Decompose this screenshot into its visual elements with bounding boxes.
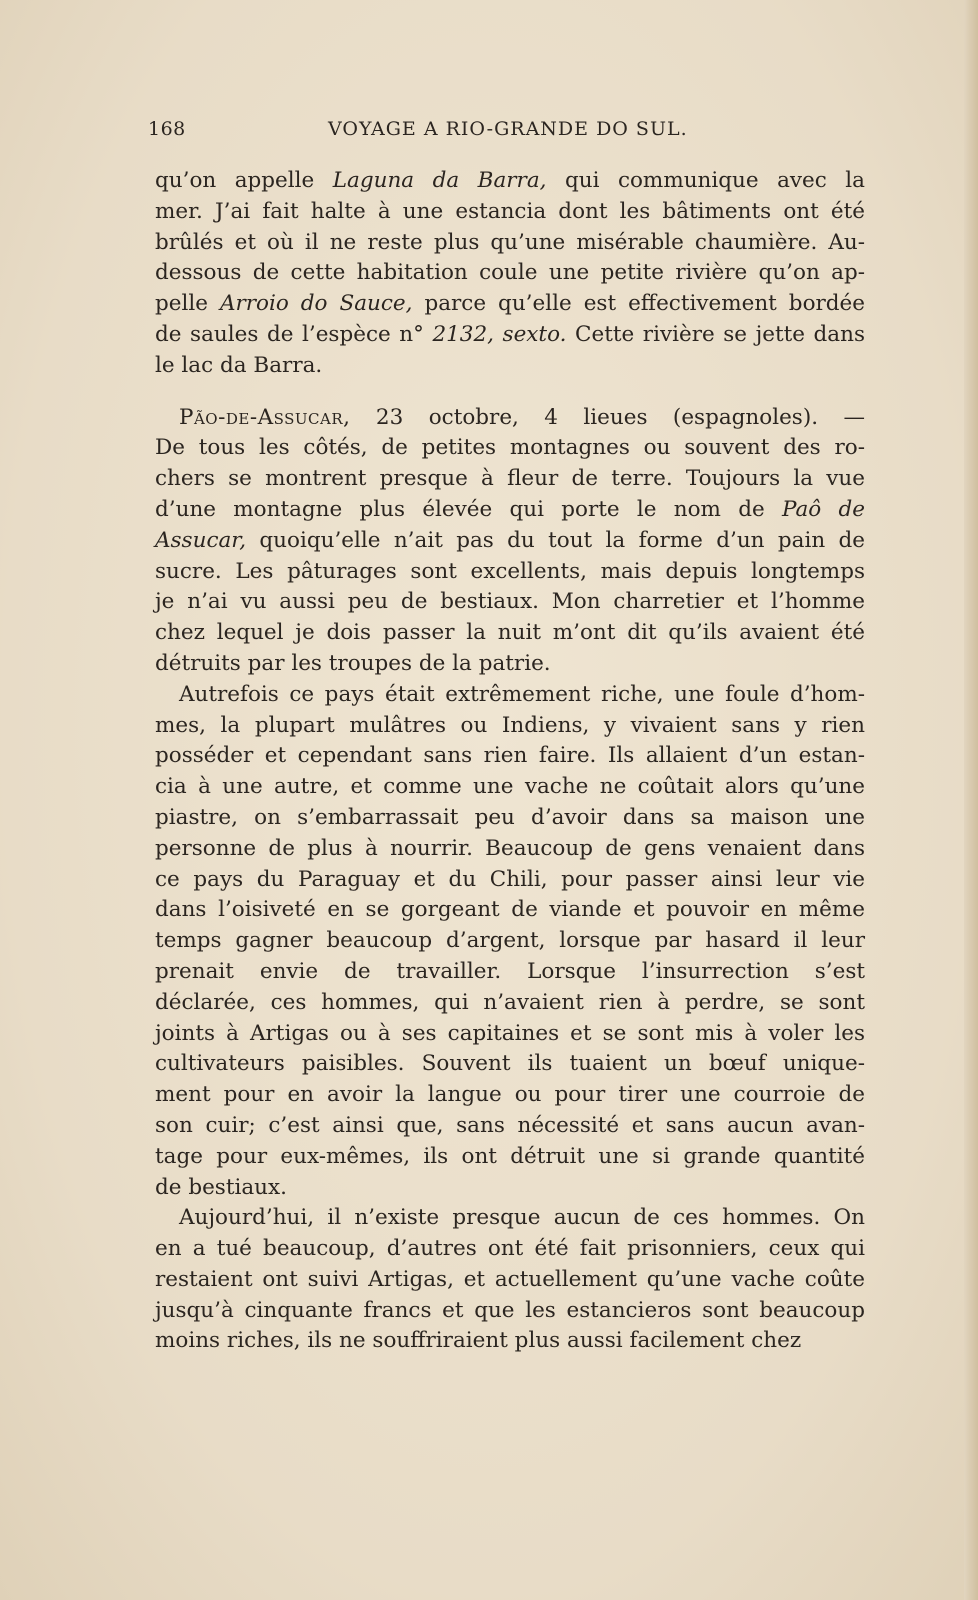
text-line [155, 711, 865, 742]
text-segment: de bestiaux. [155, 1174, 287, 1200]
text-line [155, 526, 865, 557]
text-line [155, 865, 865, 896]
text-segment: De tous les côtés, de petites montagnes ou souvent des ro- [155, 435, 865, 461]
text-segment: moins riches, ils ne souffriraient plus aussi facilement chez [155, 1328, 802, 1354]
text-line [155, 258, 865, 289]
text-line [155, 557, 865, 588]
text-segment: en a tué beaucoup, d’autres ont été fait prisonniers, ceux qui [155, 1236, 865, 1262]
text-line [155, 1080, 865, 1111]
page-edge [964, 0, 978, 1600]
running-head: VOYAGE A RIO-GRANDE DO SUL. [328, 118, 688, 140]
text-segment: pelle [155, 291, 220, 317]
text-line [155, 166, 865, 197]
text-line [155, 1173, 865, 1204]
text-line [155, 618, 865, 649]
text-segment: restaient ont suivi Artigas, et actuellement qu’une vache coûte [155, 1266, 865, 1292]
text-line [155, 320, 865, 351]
text-segment: dessous de cette habitation coule une petite rivière qu’on ap- [155, 260, 865, 286]
text-segment: temps gagner beaucoup d’argent, lorsque par hasard il leur [155, 928, 865, 954]
paragraph-4 [155, 1203, 865, 1357]
text-line [155, 464, 865, 495]
paragraph-3 [155, 680, 865, 1204]
text-segment: Aujourd’hui, il n’existe presque aucun de ces hommes. On [179, 1205, 865, 1231]
text-line [155, 289, 865, 320]
text-segment: dans l’oisiveté en se gorgeant de viande et pouvoir en même [155, 897, 865, 923]
text-segment: d’une montagne plus élevée qui porte le nom de [155, 496, 782, 522]
text-segment: 23 octobre, 4 lieues (espagnoles). — [350, 404, 865, 430]
text-segment: cultivateurs paisibles. Souvent ils tuaient un bœuf unique- [155, 1051, 865, 1077]
text-line [155, 1142, 865, 1173]
text-segment: je n’ai vu aussi peu de bestiaux. Mon charretier et l’homme [155, 589, 865, 615]
text-segment: Autrefois ce pays était extrêmement riche, une foule d’hom- [179, 681, 865, 707]
text-segment: chez lequel je dois passer la nuit m’ont dit qu’ils avaient été [155, 620, 865, 646]
text-line [155, 197, 865, 228]
text-segment: 2132, sexto. [432, 321, 567, 347]
text-line [155, 895, 865, 926]
text-segment: ment pour en avoir la langue ou pour tirer une courroie de [155, 1082, 865, 1108]
text-segment: Pão-de-Assucar, [179, 404, 351, 430]
text-segment: ce pays du Paraguay et du Chili, pour passer ainsi leur vie [155, 866, 865, 892]
text-line [155, 649, 865, 680]
text-segment: chers se montrent presque à fleur de terre. Toujours la vue [155, 466, 865, 492]
text-line [155, 228, 865, 259]
text-segment: parce qu’elle est effectivement bordée [412, 291, 865, 317]
text-line [155, 1049, 865, 1080]
text-segment: prenait envie de travailler. Lorsque l’insurrection s’est [155, 958, 865, 984]
text-line [155, 587, 865, 618]
text-line [155, 772, 865, 803]
text-line [155, 1326, 865, 1357]
body-text [155, 166, 865, 1357]
text-segment: mes, la plupart mulâtres ou Indiens, y vivaient sans y rien [155, 712, 865, 738]
text-segment: joints à Artigas ou à ses capitaines et se sont mis à voler les [155, 1020, 865, 1046]
text-segment: son cuir; c’est ainsi que, sans nécessité et sans aucun avan- [155, 1112, 865, 1138]
text-segment: Assucar, [155, 527, 247, 553]
text-segment: sucre. Les pâturages sont excellents, mais depuis longtemps [155, 558, 865, 584]
text-line [155, 926, 865, 957]
text-line [155, 1234, 865, 1265]
text-line [155, 803, 865, 834]
text-line [155, 433, 865, 464]
page-number: 168 [148, 118, 186, 140]
text-line [155, 1296, 865, 1327]
text-line [155, 351, 865, 382]
text-line [155, 957, 865, 988]
text-segment: mer. J’ai fait halte à une estancia dont les bâtiments ont été [155, 198, 865, 224]
page-header [148, 118, 868, 148]
text-segment: déclarée, ces hommes, qui n’avaient rien à perdre, se sont [155, 989, 865, 1015]
text-segment: piastre, on s’embarrassait peu d’avoir dans sa maison une [155, 804, 865, 830]
text-segment: quoiqu’elle n’ait pas du tout la forme d’un pain de [246, 527, 865, 553]
text-line [155, 741, 865, 772]
paragraph-1 [155, 166, 865, 382]
text-line [155, 1265, 865, 1296]
text-line [155, 834, 865, 865]
text-segment: Cette rivière se jette dans [566, 321, 865, 347]
text-segment: Arroio do Sauce, [219, 291, 413, 317]
text-segment: Paô de [781, 496, 865, 522]
text-line [155, 403, 865, 434]
text-segment: qui communique avec la [546, 168, 865, 193]
text-segment: le lac da Barra. [155, 352, 323, 378]
text-segment: de saules de l’espèce n° [155, 321, 433, 347]
text-line [155, 1019, 865, 1050]
text-segment: jusqu’à cinquante francs et que les estancieros sont beaucoup [155, 1297, 865, 1323]
text-segment: Laguna da Barra, [332, 168, 547, 193]
text-segment: tage pour eux-mêmes, ils ont détruit une si grande quantité [155, 1143, 865, 1169]
text-segment: posséder et cependant sans rien faire. Ils allaient d’un estan- [155, 743, 865, 769]
text-segment: brûlés et où il ne reste plus qu’une misérable chaumière. Au- [155, 229, 865, 255]
text-segment: détruits par les troupes de la patrie. [155, 650, 551, 676]
text-segment: qu’on appelle [155, 168, 333, 193]
text-segment: personne de plus à nourrir. Beaucoup de gens venaient dans [155, 835, 865, 861]
paragraph-2 [155, 403, 865, 680]
text-segment: cia à une autre, et comme une vache ne coûtait alors qu’une [155, 774, 865, 800]
text-line [155, 988, 865, 1019]
text-line [155, 1111, 865, 1142]
text-line [155, 1203, 865, 1234]
text-line [155, 495, 865, 526]
text-line [155, 680, 865, 711]
